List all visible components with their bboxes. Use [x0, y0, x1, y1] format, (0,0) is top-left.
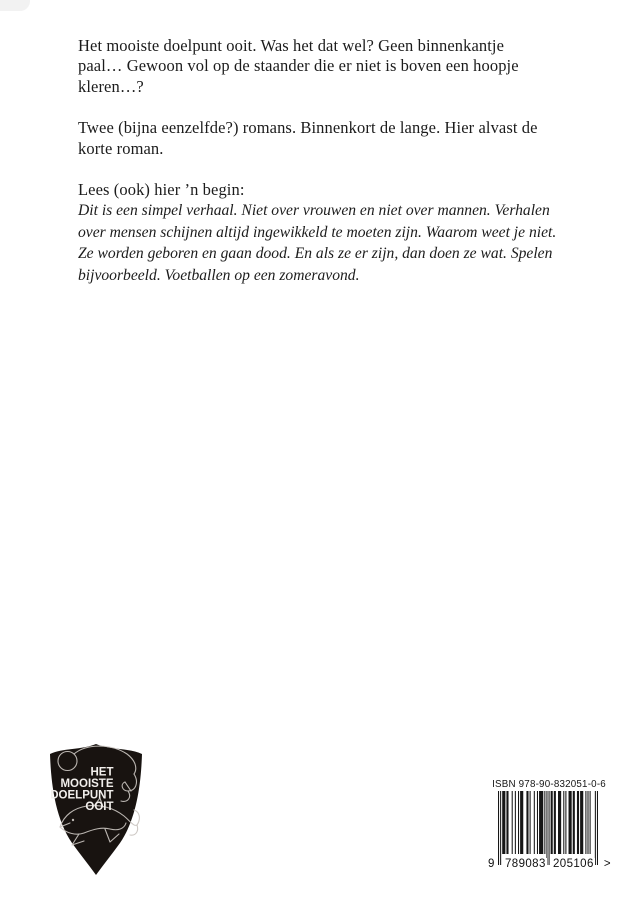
blurb-paragraph-opening: Het mooiste doelpunt ooit. Was het dat wel? Geen binnenkantje paal… Gewoon vol op de staander die er niet is boven een hoopje kleren…? — [78, 36, 519, 96]
isbn-barcode-block — [488, 779, 614, 870]
isbn-label: ISBN 978-90-832051-0-6 — [492, 779, 606, 790]
barcode-digit-group-1: 789083 — [505, 858, 546, 870]
shield-title-line-1: HET — [90, 766, 114, 779]
ean13-barcode — [498, 791, 598, 865]
shield-emblem-graphic — [42, 739, 150, 879]
barcode-digit-lead: 9 — [488, 858, 495, 870]
scan-artifact — [0, 0, 30, 11]
shield-title-line-4: OOIT — [85, 801, 114, 813]
excerpt-intro-line: Lees (ook) hier ’n begin: — [78, 180, 245, 200]
barcode-bars-wrap — [488, 791, 611, 870]
publisher-shield-logo — [42, 739, 150, 879]
barcode-digit-group-2: 205106 — [553, 858, 594, 870]
barcode-end-mark: > — [603, 858, 611, 870]
blurb-text-block — [78, 36, 598, 307]
shield-title-line-3: DOELPUNT — [50, 789, 114, 802]
shield-title-line-2: MOOISTE — [60, 778, 114, 790]
blurb-paragraph-announcement: Twee (bijna eenzelfde?) romans. Binnenkort de lange. Hier alvast de korte roman. — [78, 118, 538, 158]
excerpt-italic-text: Dit is een simpel verhaal. Niet over vrouwen en niet over mannen. Verhalen over mensen schijnen altijd ingewikkeld te moeten zijn. Waarom weet je niet. Ze worden geboren en gaan dood. En als ze er zijn, dan doen ze wat. Spelen bijvoorbeeld. Voetballen op een zomeravond. — [78, 202, 557, 284]
blurb-paragraph-excerpt — [78, 180, 598, 286]
